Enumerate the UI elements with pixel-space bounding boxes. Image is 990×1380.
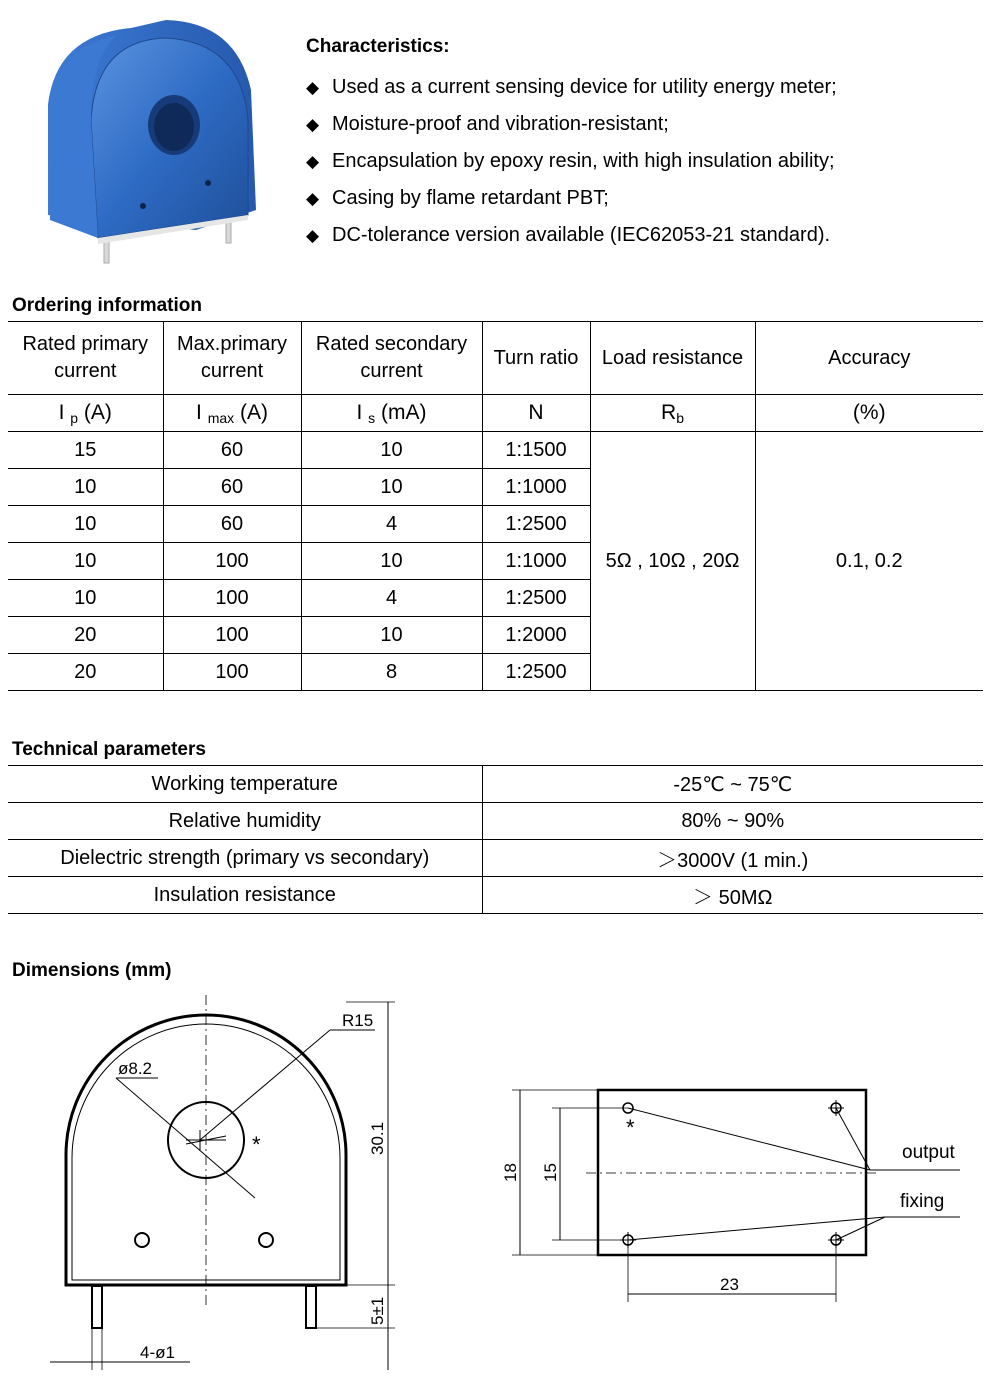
cell-is: 10 <box>301 617 482 654</box>
cell-ratio: 1:1000 <box>482 469 590 506</box>
list-item: ◆ Encapsulation by epoxy resin, with high insulation ability; <box>306 144 837 181</box>
cell-ip: 10 <box>8 506 163 543</box>
list-item: ◆ Casing by flame retardant PBT; <box>306 181 837 218</box>
table-header-row <box>8 322 983 395</box>
diamond-bullet-icon: ◆ <box>306 226 320 245</box>
pin-length-label: 5±1 <box>368 1296 387 1325</box>
pin-diameter-label: 4-ø1 <box>140 1343 175 1362</box>
cell-accuracy: 0.1, 0.2 <box>755 432 983 691</box>
diamond-bullet-icon: ◆ <box>306 115 320 134</box>
unit-imax: I $_{max}$ (A) <box>163 395 301 432</box>
hole-diameter-label: ø8.2 <box>118 1059 153 1078</box>
cell-load-resistance: 5Ω , 10Ω , 20Ω <box>590 432 755 691</box>
param-label: Dielectric strength (primary vs secondary) <box>8 840 482 877</box>
header-max-primary: Max.primary current <box>163 322 301 395</box>
table-units-row <box>8 395 983 432</box>
table-row <box>8 840 983 877</box>
cell-imax: 60 <box>163 469 301 506</box>
cell-imax: 100 <box>163 617 301 654</box>
cell-imax: 60 <box>163 432 301 469</box>
diamond-bullet-icon: ◆ <box>306 189 320 208</box>
param-value: -25℃ ~ 75℃ <box>482 766 983 803</box>
cell-ip: 15 <box>8 432 163 469</box>
cell-ratio: 1:1000 <box>482 543 590 580</box>
technical-title: Technical parameters <box>12 739 206 760</box>
pin-span-label: 23 <box>720 1275 739 1294</box>
unit-acc: (%) <box>755 395 983 432</box>
front-view-drawing <box>40 990 420 1380</box>
cell-ratio: 1:2500 <box>482 654 590 691</box>
cell-imax: 100 <box>163 543 301 580</box>
param-label: Relative humidity <box>8 803 482 840</box>
table-row <box>8 877 983 914</box>
list-item: ◆ Moisture-proof and vibration-resistant; <box>306 107 837 144</box>
height-label: 30.1 <box>368 1121 387 1155</box>
param-value: 80% ~ 90% <box>482 803 983 840</box>
cell-ratio: 1:2500 <box>482 580 590 617</box>
list-item: ◆ DC-tolerance version available (IEC62053-21 standard). <box>306 218 837 255</box>
param-value: ＞ 50MΩ <box>482 877 983 914</box>
cell-ratio: 1:2000 <box>482 617 590 654</box>
header-rated-primary: Rated primary current <box>8 322 163 395</box>
cell-is: 4 <box>301 580 482 617</box>
table-row <box>8 766 983 803</box>
cell-imax: 100 <box>163 654 301 691</box>
diamond-bullet-icon: ◆ <box>306 78 320 97</box>
inner-width-label: 15 <box>541 1163 560 1182</box>
characteristics-title: Characteristics: <box>306 36 450 57</box>
radius-label: R15 <box>342 1011 374 1030</box>
cell-ratio: 1:2500 <box>482 506 590 543</box>
unit-rb: $R_b$ <box>590 395 755 432</box>
cell-is: 10 <box>301 469 482 506</box>
ordering-title: Ordering information <box>12 295 202 316</box>
header-rated-secondary: Rated secondary current <box>301 322 482 395</box>
diamond-bullet-icon: ◆ <box>306 152 320 171</box>
list-item: ◆ Used as a current sensing device for utility energy meter; <box>306 70 837 107</box>
cell-ip: 20 <box>8 617 163 654</box>
cell-ip: 10 <box>8 469 163 506</box>
cell-imax: 60 <box>163 506 301 543</box>
cell-is: 4 <box>301 506 482 543</box>
cell-imax: 100 <box>163 580 301 617</box>
param-label: Working temperature <box>8 766 482 803</box>
bottom-view-drawing <box>490 1080 980 1310</box>
cell-is: 10 <box>301 543 482 580</box>
technical-table <box>8 765 983 914</box>
cell-ip: 20 <box>8 654 163 691</box>
param-label: Insulation resistance <box>8 877 482 914</box>
param-value: ＞3000V (1 min.) <box>482 840 983 877</box>
header-accuracy: Accuracy <box>755 322 983 395</box>
unit-n: N <box>482 395 590 432</box>
output-label: output <box>902 1142 955 1163</box>
secondary-mark-label: * <box>626 1115 635 1140</box>
cell-ip: 10 <box>8 580 163 617</box>
ordering-table <box>8 321 983 691</box>
cell-is: 10 <box>301 432 482 469</box>
header-turn-ratio: Turn ratio <box>482 322 590 395</box>
characteristics-list <box>306 70 837 255</box>
outer-width-label: 18 <box>501 1163 520 1182</box>
product-photo <box>36 10 276 270</box>
fixing-label: fixing <box>900 1191 945 1212</box>
secondary-mark-label: * <box>252 1132 261 1157</box>
dimensions-title: Dimensions (mm) <box>12 960 172 981</box>
header-load-resistance: Load resistance <box>590 322 755 395</box>
unit-is: I $_s$ (mA) <box>301 395 482 432</box>
unit-ip: I $_p$ (A) <box>8 395 163 432</box>
table-row <box>8 432 983 469</box>
cell-is: 8 <box>301 654 482 691</box>
cell-ratio: 1:1500 <box>482 432 590 469</box>
table-row <box>8 803 983 840</box>
cell-ip: 10 <box>8 543 163 580</box>
